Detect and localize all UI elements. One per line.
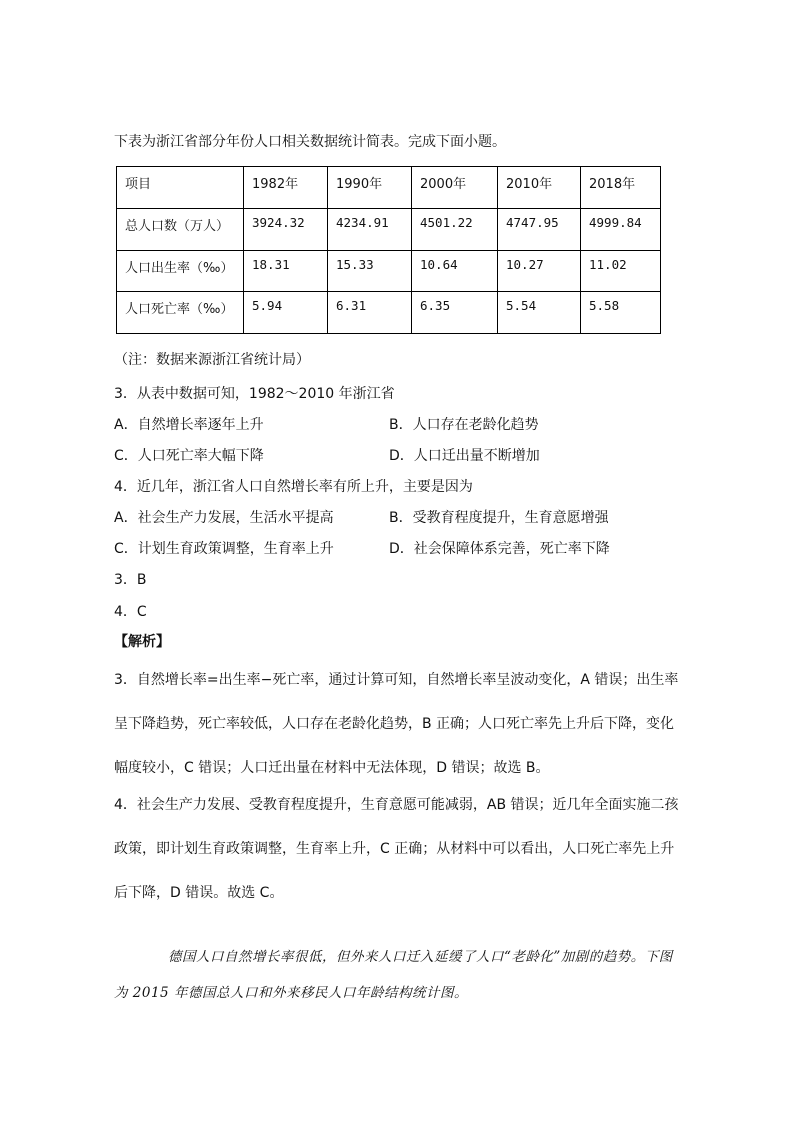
q3-option-d: D．人口迁出量不断增加 <box>389 448 540 464</box>
table-header-cell: 2018年 <box>581 167 661 209</box>
table-cell: 6.31 <box>328 292 412 334</box>
next-question-text: 德国人口自然增长率很低，但外来人口迁入延缓了人口“老龄化”加剧的趋势。下图为 2015 年德国总人口和外来移民人口年龄结构统计图。 <box>114 949 673 1001</box>
table-header-cell: 1990年 <box>328 167 412 209</box>
analysis-4: 4．社会生产力发展、受教育程度提升，生育意愿可能减弱，AB 错误；近几年全面实施二孩政策，即计划生育政策调整，生育率上升，C 正确；从材料中可以看出，人口死亡率先上升后下降，D 错误。故选 C。 <box>114 797 679 901</box>
answer-3: 3．B <box>114 572 147 588</box>
table-cell: 10.27 <box>498 250 581 292</box>
table-header-cell: 2010年 <box>498 167 581 209</box>
table-cell: 4501.22 <box>412 208 498 250</box>
table-cell: 5.94 <box>244 292 328 334</box>
q3-option-c: C．人口死亡率大幅下降 <box>114 448 264 464</box>
table-cell: 18.31 <box>244 250 328 292</box>
table-row <box>117 208 661 250</box>
population-table <box>116 166 661 334</box>
q4-option-b: B．受教育程度提升，生育意愿增强 <box>389 510 609 526</box>
table-cell: 6.35 <box>412 292 498 334</box>
table-cell: 5.58 <box>581 292 661 334</box>
q4-option-a: A．社会生产力发展，生活水平提高 <box>114 510 334 526</box>
q3-stem: 3．从表中数据可知，1982～2010 年浙江省 <box>114 386 395 402</box>
q3-option-a: A．自然增长率逐年上升 <box>114 417 264 433</box>
q4-option-d: D．社会保障体系完善，死亡率下降 <box>389 541 610 557</box>
table-cell: 4999.84 <box>581 208 661 250</box>
table-cell: 4234.91 <box>328 208 412 250</box>
question-intro: 下表为浙江省部分年份人口相关数据统计简表。完成下面小题。 <box>114 134 506 150</box>
table-header-cell: 1982年 <box>244 167 328 209</box>
analysis-heading: 【解析】 <box>114 634 170 650</box>
next-question-intro <box>114 939 684 1011</box>
table-row-label: 人口出生率（‰） <box>117 250 244 292</box>
q4-stem: 4．近几年，浙江省人口自然增长率有所上升，主要是因为 <box>114 479 473 495</box>
q3-option-b: B．人口存在老龄化趋势 <box>389 417 539 433</box>
table-header-cell: 项目 <box>117 167 244 209</box>
table-cell: 15.33 <box>328 250 412 292</box>
table-header-row <box>117 167 661 209</box>
table-row-label: 人口死亡率（‰） <box>117 292 244 334</box>
table-cell: 10.64 <box>412 250 498 292</box>
table-cell: 3924.32 <box>244 208 328 250</box>
table-cell: 4747.95 <box>498 208 581 250</box>
table-cell: 11.02 <box>581 250 661 292</box>
source-note: （注：数据来源浙江省统计局） <box>114 352 310 368</box>
table-row-label: 总人口数（万人） <box>117 208 244 250</box>
table-cell: 5.54 <box>498 292 581 334</box>
q4-option-c: C．计划生育政策调整，生育率上升 <box>114 541 334 557</box>
table-row <box>117 292 661 334</box>
table-header-cell: 2000年 <box>412 167 498 209</box>
analysis-3: 3．自然增长率=出生率−死亡率，通过计算可知，自然增长率呈波动变化，A 错误；出生率呈下降趋势，死亡率较低，人口存在老龄化趋势，B 正确；人口死亡率先上升后下降，变化幅度较小，C 错误；人口迁出量在材料中无法体现，D 错误；故选 B。 <box>114 672 679 776</box>
answer-4: 4．C <box>114 604 147 620</box>
table-row <box>117 250 661 292</box>
